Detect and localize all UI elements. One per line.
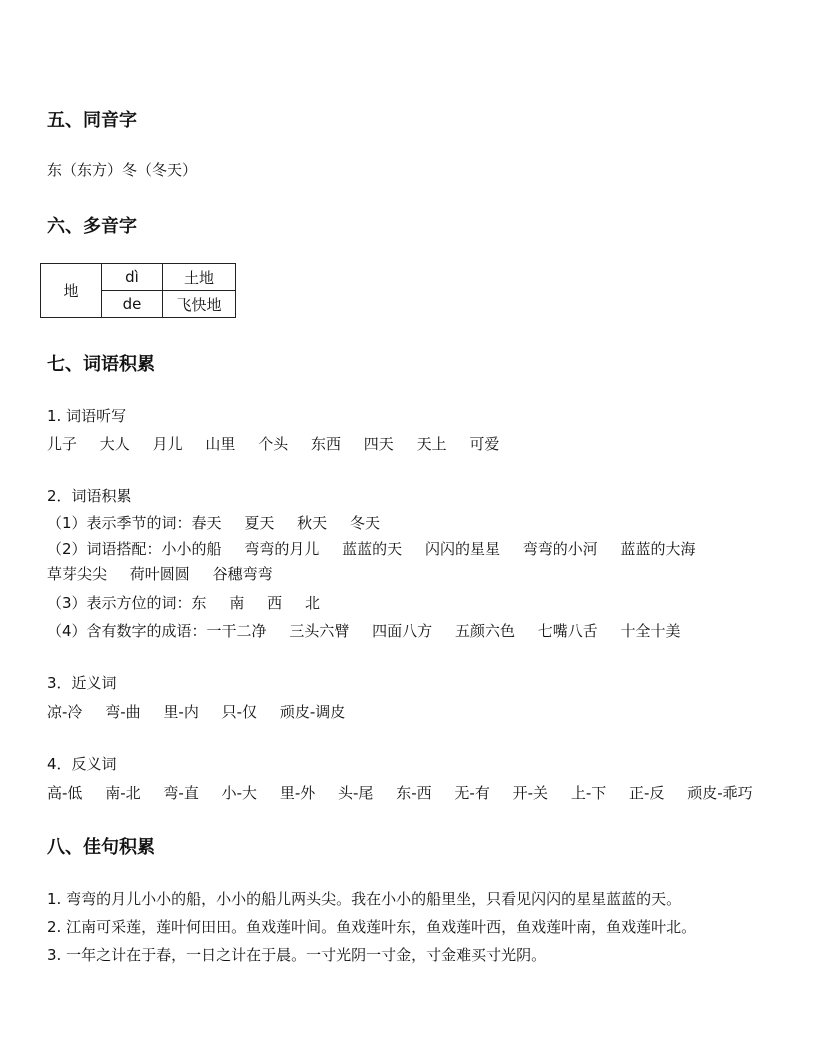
directions-prefix: （3）表示方位的词：	[47, 594, 192, 612]
section-8-title: 八、佳句积累	[47, 837, 155, 858]
word: 小小的船	[161, 540, 222, 558]
word: 儿子	[47, 435, 78, 453]
word: 秋天	[297, 514, 328, 532]
word-pair: 凉-冷	[47, 703, 83, 721]
word: 夏天	[244, 514, 275, 532]
word-cell: 飞快地	[163, 291, 236, 318]
dictation-label: 1. 词语听写	[47, 407, 127, 425]
directions-line	[47, 593, 320, 613]
word-pair: 正-反	[629, 784, 665, 802]
word: 弯弯的月儿	[244, 540, 320, 558]
word: 三头六臂	[289, 622, 350, 640]
word: 荷叶圆圆	[129, 565, 190, 583]
word-pair: 里-外	[279, 784, 316, 802]
word-pair: 高-低	[47, 784, 83, 802]
word: 天上	[416, 435, 447, 453]
word: 十全十美	[620, 622, 681, 640]
word-pair: 头-尾	[338, 784, 374, 802]
word-pair: 只-仅	[221, 703, 258, 721]
word: 蓝蓝的大海	[620, 540, 696, 558]
word: 可爱	[469, 435, 500, 453]
word: 闪闪的星星	[424, 540, 500, 558]
word-pair: 弯-直	[163, 784, 199, 802]
word-pair: 无-有	[454, 784, 490, 802]
collocation-line	[47, 539, 696, 559]
word-pair: 东-西	[396, 784, 432, 802]
sentence-2: 2. 江南可采莲，莲叶何田田。鱼戏莲叶间。鱼戏莲叶东，鱼戏莲叶西，鱼戏莲叶南，鱼戏莲叶北。	[47, 918, 697, 936]
word: 一干二净	[206, 622, 267, 640]
section-5-title: 五、同音字	[47, 110, 137, 131]
word-pair: 南-北	[105, 784, 141, 802]
word: 东	[191, 594, 207, 612]
idioms-line	[47, 621, 681, 641]
word-pair: 顽皮-乖巧	[687, 784, 753, 802]
collocation-line-2	[47, 564, 273, 584]
word: 七嘴八舌	[537, 622, 598, 640]
word-pair: 开-关	[512, 784, 549, 802]
word: 山里	[205, 435, 236, 453]
seasons-line	[47, 513, 380, 533]
antonyms-label: 4．反义词	[47, 755, 117, 773]
word: 南	[229, 594, 245, 612]
word-pair: 弯-曲	[105, 703, 141, 721]
synonyms-words	[47, 702, 345, 722]
word: 冬天	[349, 514, 380, 532]
word-pair: 顽皮-调皮	[279, 703, 346, 721]
pinyin-cell: de	[102, 291, 163, 318]
word-cell: 土地	[163, 264, 236, 291]
word: 四面八方	[372, 622, 433, 640]
word-pair: 小-大	[221, 784, 258, 802]
polyphone-char: 地	[41, 264, 102, 318]
word: 大人	[99, 435, 130, 453]
pinyin-cell: dì	[102, 264, 163, 291]
word-pair: 里-内	[163, 703, 199, 721]
sentence-1: 1. 弯弯的月儿小小的船，小小的船儿两头尖。我在小小的船里坐，只看见闪闪的星星蓝蓝的天。	[47, 890, 682, 908]
sentence-3: 3. 一年之计在于春，一日之计在于晨。一寸光阴一寸金，寸金难买寸光阴。	[47, 946, 547, 964]
word: 谷穗弯弯	[212, 565, 273, 583]
word: 五颜六色	[454, 622, 515, 640]
collocation-prefix: （2）词语搭配：	[47, 540, 162, 558]
word-pair: 上-下	[570, 784, 607, 802]
antonyms-words	[47, 783, 753, 803]
accum-label: 2．词语积累	[47, 487, 132, 505]
word: 西	[267, 594, 283, 612]
polyphone-table	[40, 263, 236, 318]
word: 个头	[258, 435, 289, 453]
homophone-text: 东（东方）冬（冬天）	[47, 161, 198, 179]
idioms-prefix: （4）含有数字的成语：	[47, 622, 207, 640]
word: 春天	[191, 514, 222, 532]
word: 四天	[363, 435, 394, 453]
word: 东西	[310, 435, 341, 453]
synonyms-label: 3．近义词	[47, 674, 117, 692]
word: 月儿	[152, 435, 183, 453]
dictation-words	[47, 434, 499, 454]
section-6-title: 六、多音字	[47, 216, 137, 237]
word: 蓝蓝的天	[342, 540, 403, 558]
word: 草芽尖尖	[47, 565, 108, 583]
word: 北	[304, 594, 320, 612]
section-7-title: 七、词语积累	[47, 354, 155, 375]
word: 弯弯的小河	[522, 540, 598, 558]
seasons-prefix: （1）表示季节的词：	[47, 514, 192, 532]
